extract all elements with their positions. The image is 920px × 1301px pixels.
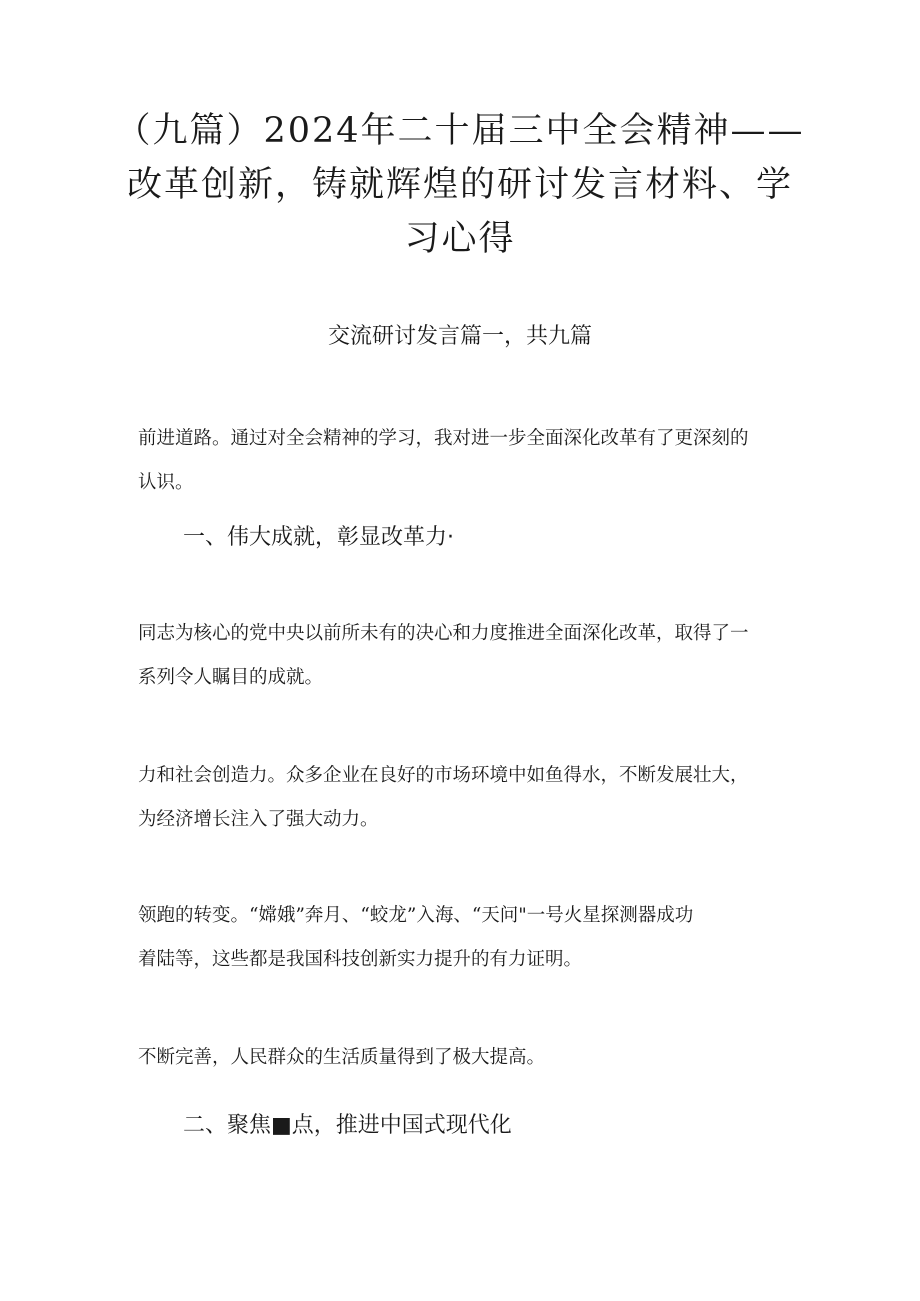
paragraph-line: 前进道路。通过对全会精神的学习，我对进一步全面深化改革有了更深刻的 <box>138 428 749 449</box>
title-line: 改革创新，铸就辉煌的研讨发言材料、学 <box>126 165 793 205</box>
paragraph-line: 领跑的转变。“嫦娥”奔月、“蛟龙”入海、“天问"一号火星探测器成功 <box>138 905 694 926</box>
paragraph-line <box>138 373 798 417</box>
paragraph-line: 力和社会创造力。众多企业在良好的市场环境中如鱼得水，不断发展壮大， <box>138 765 749 786</box>
title-line: 习心得 <box>404 219 516 259</box>
paragraph-line: 不断完善，人民群众的生活质量得到了极大提高。 <box>138 1047 546 1068</box>
section-subtitle: 交流研讨发言篇一，共九篇 <box>327 324 592 349</box>
section-heading-1: 一、伟大成就，彰显改革力· <box>183 525 454 550</box>
paragraph-2 <box>138 710 798 842</box>
paragraph-1 <box>138 568 798 700</box>
paragraph-4 <box>138 992 798 1080</box>
paragraph-line: 同志为核心的党中央以前所未有的决心和力度推进全面深化改革，取得了一 <box>138 623 749 644</box>
paragraph-line <box>138 992 798 1036</box>
paragraph-line <box>138 568 798 612</box>
paragraph-line: 系列令人瞩目的成就。 <box>138 667 324 688</box>
paragraph-line <box>138 710 798 754</box>
section-heading-2: 二、聚焦■点，推进中国式现代化 <box>183 1113 512 1138</box>
intro-paragraph <box>138 373 798 505</box>
paragraph-3 <box>138 850 798 982</box>
paragraph-line: 着陆等，这些都是我国科技创新实力提升的有力证明。 <box>138 949 583 970</box>
paragraph-line <box>138 850 798 894</box>
paragraph-line: 为经济增长注入了强大动力。 <box>138 809 379 830</box>
document-title <box>100 104 820 266</box>
paragraph-line: 认识。 <box>138 472 194 493</box>
title-line: （九篇）2024年二十届三中全会精神—— <box>115 111 805 151</box>
